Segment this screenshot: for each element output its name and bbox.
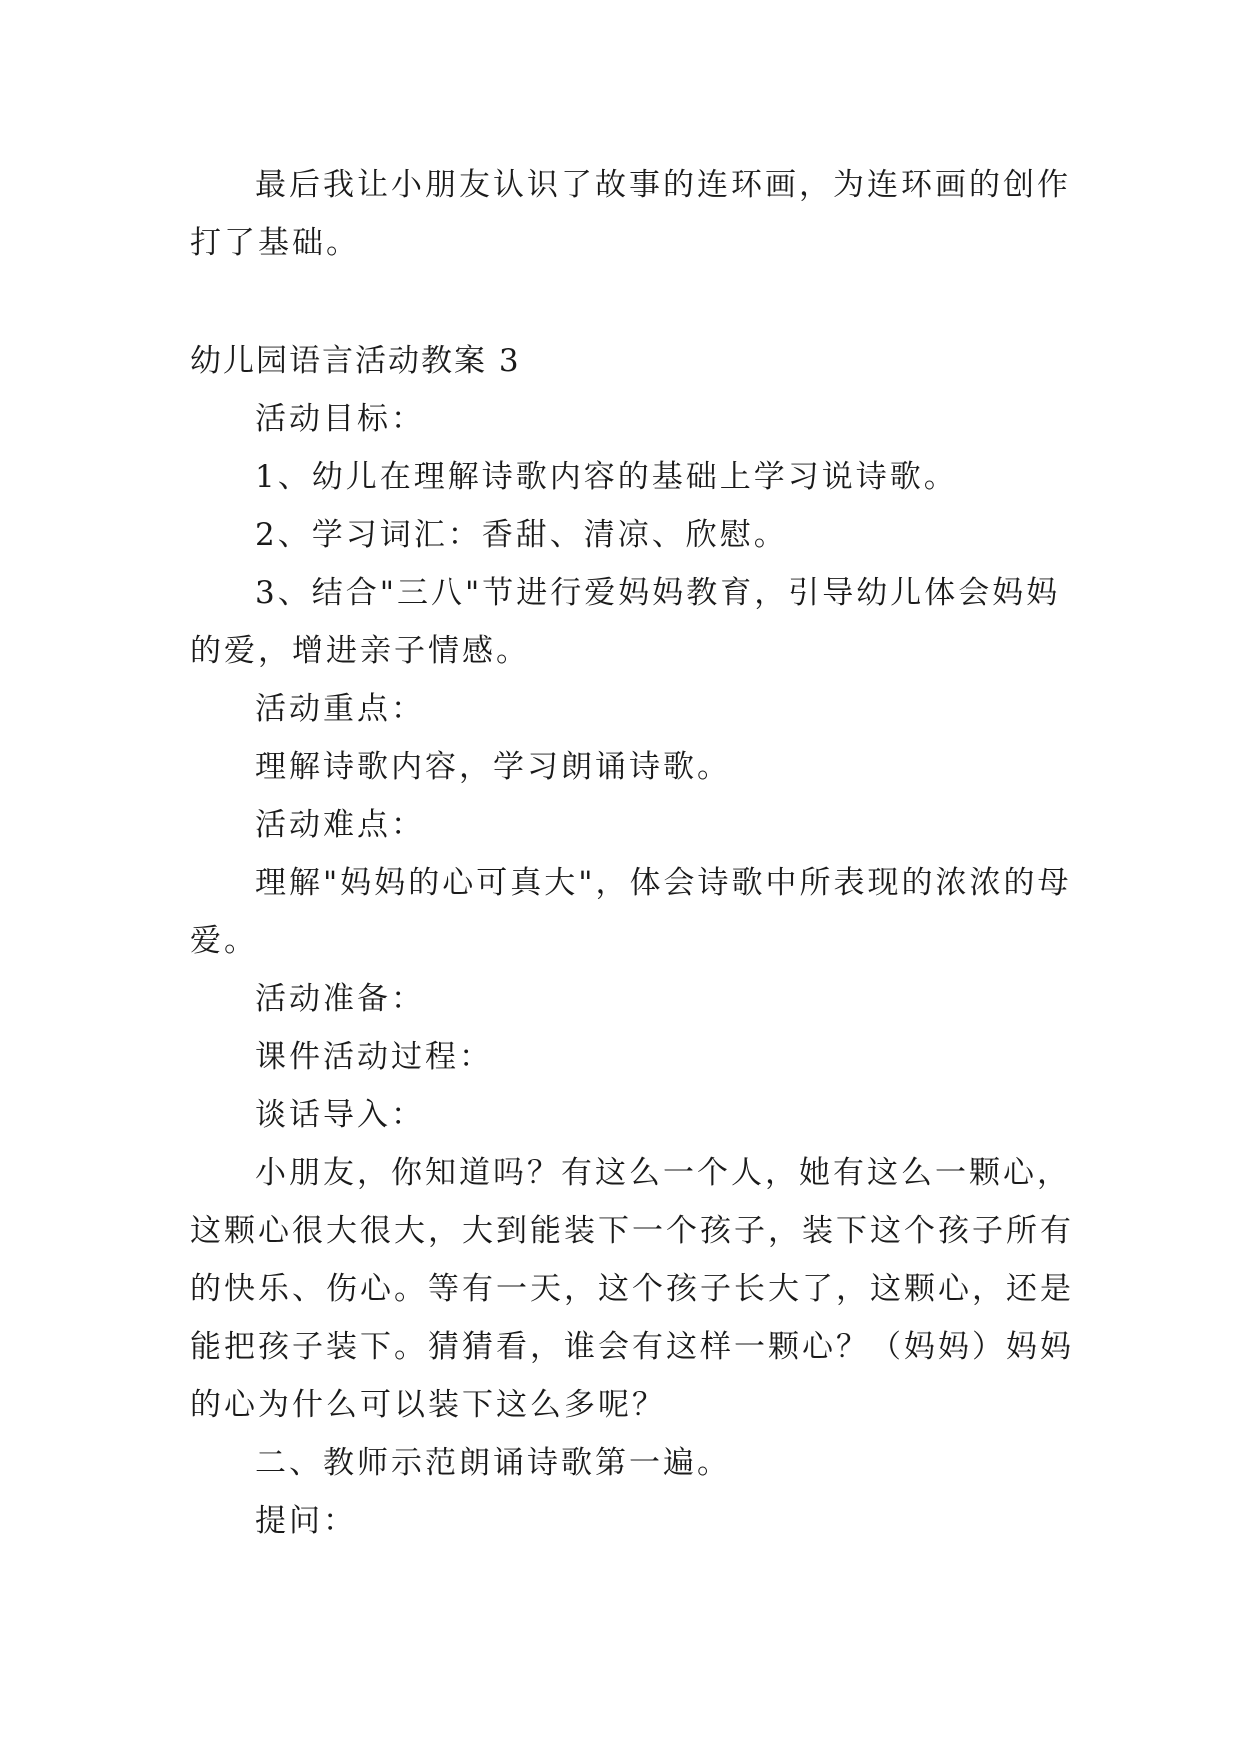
section-heading: 幼儿园语言活动教案 3	[190, 343, 521, 379]
paragraph-line: 打了基础。	[190, 225, 360, 261]
intro-text-line: 的心为什么可以装下这么多呢？	[190, 1387, 666, 1423]
difficulty-text: 理解"妈妈的心可真大"，体会诗歌中所表现的浓浓的母	[255, 865, 1072, 901]
intro-text-line: 的快乐、伤心。等有一天，这个孩子长大了，这颗心，还是	[190, 1271, 1074, 1307]
step-two: 二、教师示范朗诵诗歌第一遍。	[255, 1445, 731, 1481]
intro-text-line: 能把孩子装下。猜猜看，谁会有这样一颗心？（妈妈）妈妈	[190, 1329, 1074, 1365]
process-label: 课件活动过程：	[255, 1039, 493, 1075]
key-text: 理解诗歌内容，学习朗诵诗歌。	[255, 749, 731, 785]
goal-item-2: 2、学习词汇：香甜、清凉、欣慰。	[255, 517, 788, 553]
preparation-label: 活动准备：	[255, 981, 425, 1017]
intro-label: 谈话导入：	[255, 1097, 425, 1133]
question-label: 提问：	[255, 1503, 357, 1539]
goal-item-3: 3、结合"三八"节进行爱妈妈教育，引导幼儿体会妈妈	[255, 575, 1061, 611]
difficulty-label: 活动难点：	[255, 807, 425, 843]
goals-label: 活动目标：	[255, 401, 425, 437]
intro-text-line: 这颗心很大很大，大到能装下一个孩子，装下这个孩子所有	[190, 1213, 1074, 1249]
goal-item-3-continued: 的爱，增进亲子情感。	[190, 633, 530, 669]
key-label: 活动重点：	[255, 691, 425, 727]
paragraph-line: 最后我让小朋友认识了故事的连环画，为连环画的创作	[255, 167, 1071, 203]
difficulty-text-continued: 爱。	[190, 923, 258, 959]
intro-text-line: 小朋友，你知道吗？有这么一个人，她有这么一颗心，	[255, 1155, 1071, 1191]
goal-item-1: 1、幼儿在理解诗歌内容的基础上学习说诗歌。	[255, 459, 958, 495]
